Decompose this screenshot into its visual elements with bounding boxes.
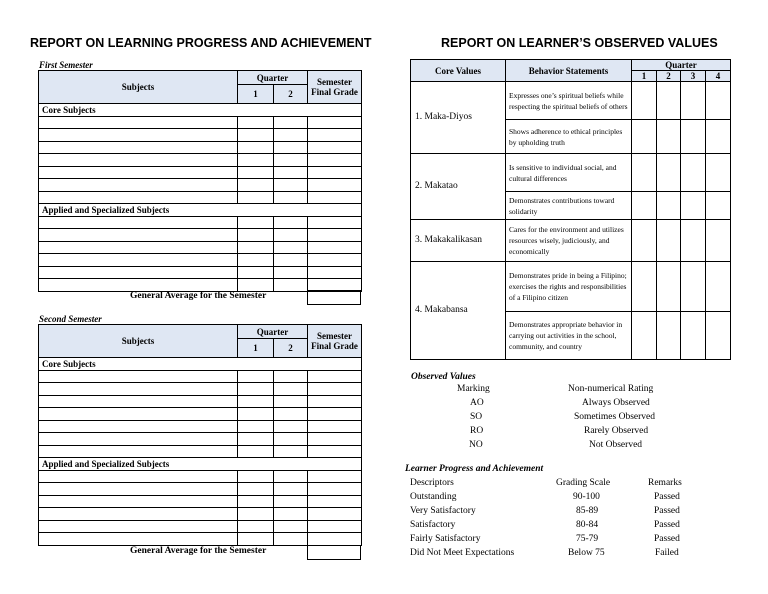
grading-scale: 85-89 (576, 506, 599, 516)
quarter-1-header: 1 (238, 85, 274, 104)
applied-subjects-label: Applied and Specialized Subjects (39, 204, 362, 217)
table-row (39, 216, 362, 229)
observed-values-legend-title: Observed Values (411, 372, 476, 382)
grading-scale: 80-84 (576, 520, 599, 530)
second-semester-label: Second Semester (39, 314, 102, 324)
general-average-field[interactable] (307, 290, 361, 305)
descriptor: Very Satisfactory (410, 506, 476, 516)
remarks-header: Remarks (648, 478, 682, 488)
descriptor: Outstanding (410, 492, 457, 502)
table-row (39, 408, 362, 421)
progress-legend-title: Learner Progress and Achievement (405, 464, 544, 474)
rating-label: Rarely Observed (584, 426, 649, 436)
remarks: Passed (654, 506, 680, 516)
table-row (39, 520, 362, 533)
table-row (411, 262, 731, 312)
behavior-statement: Demonstrates pride in being a Filipino; exercises the rights and responsibilities of a Filipino citizen (506, 262, 632, 312)
marking-code: AO (470, 398, 484, 408)
behavior-statement: Is sensitive to individual social, and cultural differences (506, 154, 632, 192)
quarter-3-header: 3 (681, 71, 706, 82)
quarter-2-header: 2 (274, 85, 308, 104)
behavior-statements-header: Behavior Statements (506, 60, 632, 82)
table-row (39, 141, 362, 154)
grading-scale: 75-79 (576, 534, 599, 544)
quarter-header: Quarter (632, 60, 731, 71)
observed-values-table (410, 59, 731, 360)
table-row (411, 220, 731, 262)
behavior-statement: Demonstrates contributions toward solidarity (506, 192, 632, 220)
remarks: Passed (654, 520, 680, 530)
behavior-statement: Expresses one’s spiritual beliefs while respecting the spiritual beliefs of others (506, 82, 632, 120)
table-row (39, 179, 362, 192)
table-row (39, 533, 362, 546)
table-row (39, 445, 362, 458)
semester-final-grade-header: Semester Final Grade (308, 325, 362, 358)
descriptors-header: Descriptors (410, 478, 454, 488)
marking-code: RO (470, 426, 484, 436)
marking-code: NO (469, 440, 483, 450)
table-row (39, 395, 362, 408)
semester-final-grade-header: Semester Final Grade (308, 71, 362, 104)
table-row (39, 191, 362, 204)
remarks: Passed (654, 492, 680, 502)
general-average-label: General Average for the Semester (130, 546, 267, 556)
core-value-makabansa: 4. Makabansa (411, 262, 506, 360)
first-semester-label: First Semester (39, 60, 93, 70)
non-numerical-rating-header: Non-numerical Rating (568, 384, 654, 394)
behavior-statement: Cares for the environment and utilizes resources wisely, judiciously, and economically (506, 220, 632, 262)
table-row (39, 383, 362, 396)
remarks: Failed (655, 548, 679, 558)
grading-scale: 90-100 (573, 492, 600, 502)
core-values-header: Core Values (411, 60, 506, 82)
applied-subjects-label: Applied and Specialized Subjects (39, 458, 362, 471)
grading-scale-header: Grading Scale (556, 478, 611, 488)
grading-scale: Below 75 (568, 548, 605, 558)
marking-code: SO (470, 412, 483, 422)
table-row (39, 370, 362, 383)
table-row (411, 154, 731, 192)
table-row (411, 82, 731, 120)
table-row (39, 129, 362, 142)
descriptor: Satisfactory (410, 520, 456, 530)
quarter-1-header: 1 (632, 71, 657, 82)
observed-values-title: REPORT ON LEARNER’S OBSERVED VALUES (441, 36, 718, 50)
rating-label: Not Observed (589, 440, 643, 450)
table-row (39, 495, 362, 508)
table-row (39, 433, 362, 446)
table-row (39, 254, 362, 267)
quarter-1-header: 1 (238, 339, 274, 358)
behavior-statement: Demonstrates appropriate behavior in carrying out activities in the school, community, and country (506, 312, 632, 360)
rating-label: Sometimes Observed (574, 412, 656, 422)
behavior-statement: Shows adherence to ethical principles by upholding truth (506, 120, 632, 154)
table-row (39, 483, 362, 496)
descriptor: Fairly Satisfactory (410, 534, 481, 544)
core-subjects-label: Core Subjects (39, 104, 362, 117)
progress-report-title: REPORT ON LEARNING PROGRESS AND ACHIEVEMENT (30, 36, 372, 50)
table-row (39, 508, 362, 521)
remarks: Passed (654, 534, 680, 544)
second-semester-grades-table (38, 324, 362, 546)
subjects-header: Subjects (39, 71, 238, 104)
table-row (39, 470, 362, 483)
quarter-2-header: 2 (274, 339, 308, 358)
marking-header: Marking (457, 384, 490, 394)
core-value-makakalikasan: 3. Makakalikasan (411, 220, 506, 262)
quarter-header: Quarter (238, 325, 308, 339)
core-value-makatao: 2. Makatao (411, 154, 506, 220)
general-average-field[interactable] (307, 545, 361, 560)
first-semester-grades-table (38, 70, 362, 292)
table-row (39, 266, 362, 279)
quarter-2-header: 2 (657, 71, 681, 82)
table-row (39, 229, 362, 242)
rating-label: Always Observed (582, 398, 650, 408)
quarter-4-header: 4 (706, 71, 731, 82)
table-row (39, 166, 362, 179)
quarter-header: Quarter (238, 71, 308, 85)
core-value-maka-diyos: 1. Maka-Diyos (411, 82, 506, 154)
general-average-label: General Average for the Semester (130, 291, 267, 301)
table-row (39, 420, 362, 433)
subjects-header: Subjects (39, 325, 238, 358)
table-row (39, 154, 362, 167)
table-row (39, 241, 362, 254)
table-row (39, 116, 362, 129)
core-subjects-label: Core Subjects (39, 358, 362, 371)
descriptor: Did Not Meet Expectations (410, 548, 515, 558)
